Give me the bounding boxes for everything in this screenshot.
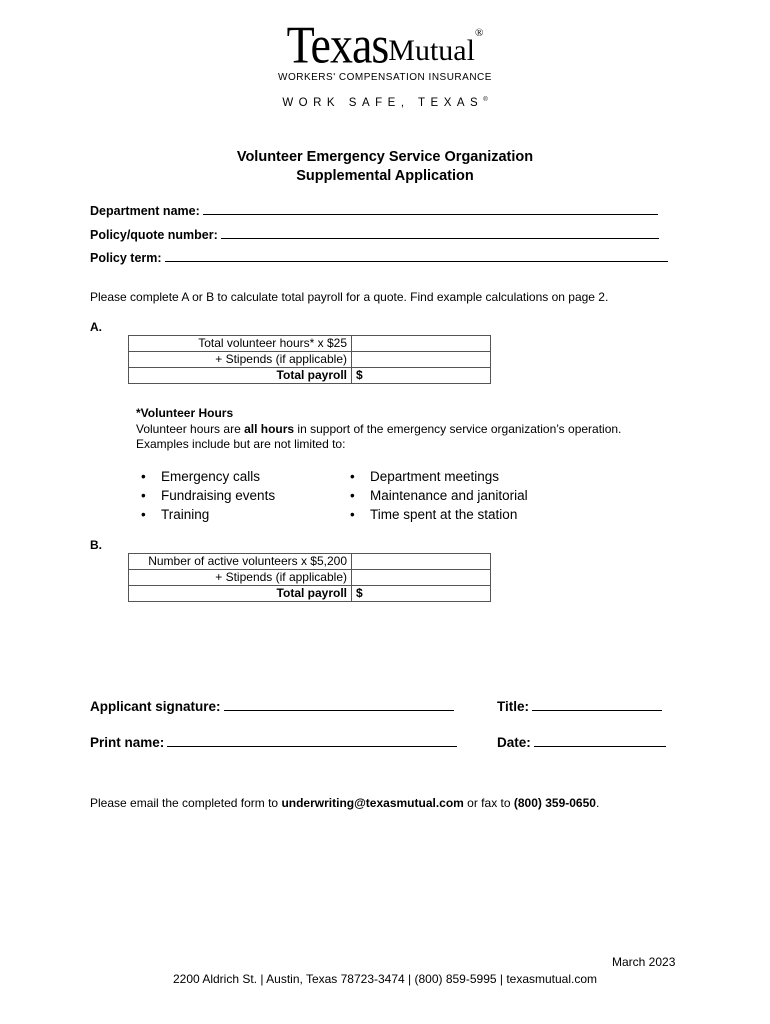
logo-tagline: WORKERS' COMPENSATION INSURANCE bbox=[278, 72, 492, 83]
title-line-2: Supplemental Application bbox=[296, 168, 474, 184]
revision-date: March 2023 bbox=[612, 955, 676, 969]
table-row bbox=[129, 586, 491, 602]
policy-term-input[interactable] bbox=[165, 249, 668, 262]
list-item: • Department meetings bbox=[346, 467, 528, 486]
email-text: . bbox=[595, 796, 600, 810]
footer-address: 2200 Aldrich St. | Austin, Texas 78723-3474 | (800) 859-5995 | texasmutual.com bbox=[172, 972, 598, 986]
date-input[interactable] bbox=[534, 733, 666, 747]
applicant-signature-field bbox=[90, 697, 454, 714]
logo-mutual: Mutual bbox=[388, 34, 475, 67]
applicant-signature-label: Applicant signature: bbox=[90, 699, 221, 714]
row-label: + Stipends (if applicable) bbox=[129, 570, 352, 586]
row-value-input[interactable] bbox=[352, 554, 491, 570]
date-label: Date: bbox=[497, 735, 531, 750]
list-item: • Maintenance and janitorial bbox=[346, 486, 528, 505]
logo-wordmark bbox=[286, 15, 484, 74]
title-field bbox=[497, 697, 662, 714]
policy-quote-label: Policy/quote number: bbox=[90, 228, 218, 242]
volunteer-hours-desc bbox=[136, 422, 621, 438]
desc-text: Volunteer hours are bbox=[136, 421, 245, 436]
slogan-mark: ® bbox=[483, 97, 488, 104]
table-row bbox=[129, 336, 491, 352]
row-value-input[interactable] bbox=[352, 570, 491, 586]
list-item: • Training bbox=[137, 505, 275, 524]
list-item: • Time spent at the station bbox=[346, 505, 528, 524]
policy-quote-input[interactable] bbox=[221, 226, 659, 239]
page-title bbox=[0, 148, 770, 186]
logo bbox=[0, 15, 770, 109]
department-name-field bbox=[90, 202, 658, 218]
row-value-input[interactable] bbox=[352, 352, 491, 368]
row-label: Number of active volunteers x $5,200 bbox=[129, 554, 352, 570]
row-label: Total payroll bbox=[129, 368, 352, 384]
list-item: • Fundraising events bbox=[137, 486, 275, 505]
table-row bbox=[129, 554, 491, 570]
date-field bbox=[497, 733, 666, 750]
row-value-input[interactable]: $ bbox=[352, 586, 491, 602]
examples-list-2 bbox=[346, 467, 528, 524]
applicant-signature-input[interactable] bbox=[224, 697, 454, 711]
print-name-input[interactable] bbox=[167, 733, 457, 747]
volunteer-hours-examples: Examples include but are not limited to: bbox=[136, 437, 346, 451]
email-text: Please email the completed form to bbox=[90, 796, 282, 810]
list-item: • Emergency calls bbox=[137, 467, 275, 486]
section-b-label: B. bbox=[90, 538, 102, 552]
email-text: or fax to bbox=[463, 796, 514, 810]
print-name-field bbox=[90, 733, 457, 750]
policy-term-field bbox=[90, 249, 668, 265]
logo-registered: ® bbox=[474, 27, 484, 39]
print-name-label: Print name: bbox=[90, 735, 165, 750]
email-instructions bbox=[90, 796, 599, 810]
volunteer-hours-heading: *Volunteer Hours bbox=[136, 406, 234, 420]
examples-list-1 bbox=[137, 467, 275, 524]
policy-term-label: Policy term: bbox=[90, 251, 162, 265]
volunteer-hours-note bbox=[136, 406, 621, 453]
table-row bbox=[129, 352, 491, 368]
row-label: Total volunteer hours* x $25 bbox=[129, 336, 352, 352]
title-label: Title: bbox=[497, 699, 530, 714]
desc-text: in support of the emergency service organization’s operation. bbox=[294, 421, 622, 436]
table-row bbox=[129, 368, 491, 384]
email-link[interactable]: underwriting@texasmutual.com bbox=[281, 796, 464, 810]
title-input[interactable] bbox=[532, 697, 662, 711]
slogan-text: WORK SAFE, TEXAS bbox=[282, 97, 484, 109]
department-name-input[interactable] bbox=[203, 202, 658, 215]
row-value-input[interactable]: $ bbox=[352, 368, 491, 384]
row-label: Total payroll bbox=[129, 586, 352, 602]
row-label: + Stipends (if applicable) bbox=[129, 352, 352, 368]
section-a-table bbox=[128, 335, 491, 384]
slogan bbox=[0, 97, 770, 109]
department-name-label: Department name: bbox=[90, 204, 200, 218]
fax-number: (800) 359-0650 bbox=[513, 796, 596, 810]
section-b-table bbox=[128, 553, 491, 602]
instructions: Please complete A or B to calculate total payroll for a quote. Find example calculations on page 2. bbox=[90, 290, 609, 304]
row-value-input[interactable] bbox=[352, 336, 491, 352]
title-line-1: Volunteer Emergency Service Organization bbox=[236, 149, 534, 165]
section-a-label: A. bbox=[90, 320, 102, 334]
policy-quote-field bbox=[90, 226, 659, 242]
table-row bbox=[129, 570, 491, 586]
desc-bold: all hours bbox=[244, 421, 295, 436]
logo-texas: Texas bbox=[286, 15, 389, 74]
